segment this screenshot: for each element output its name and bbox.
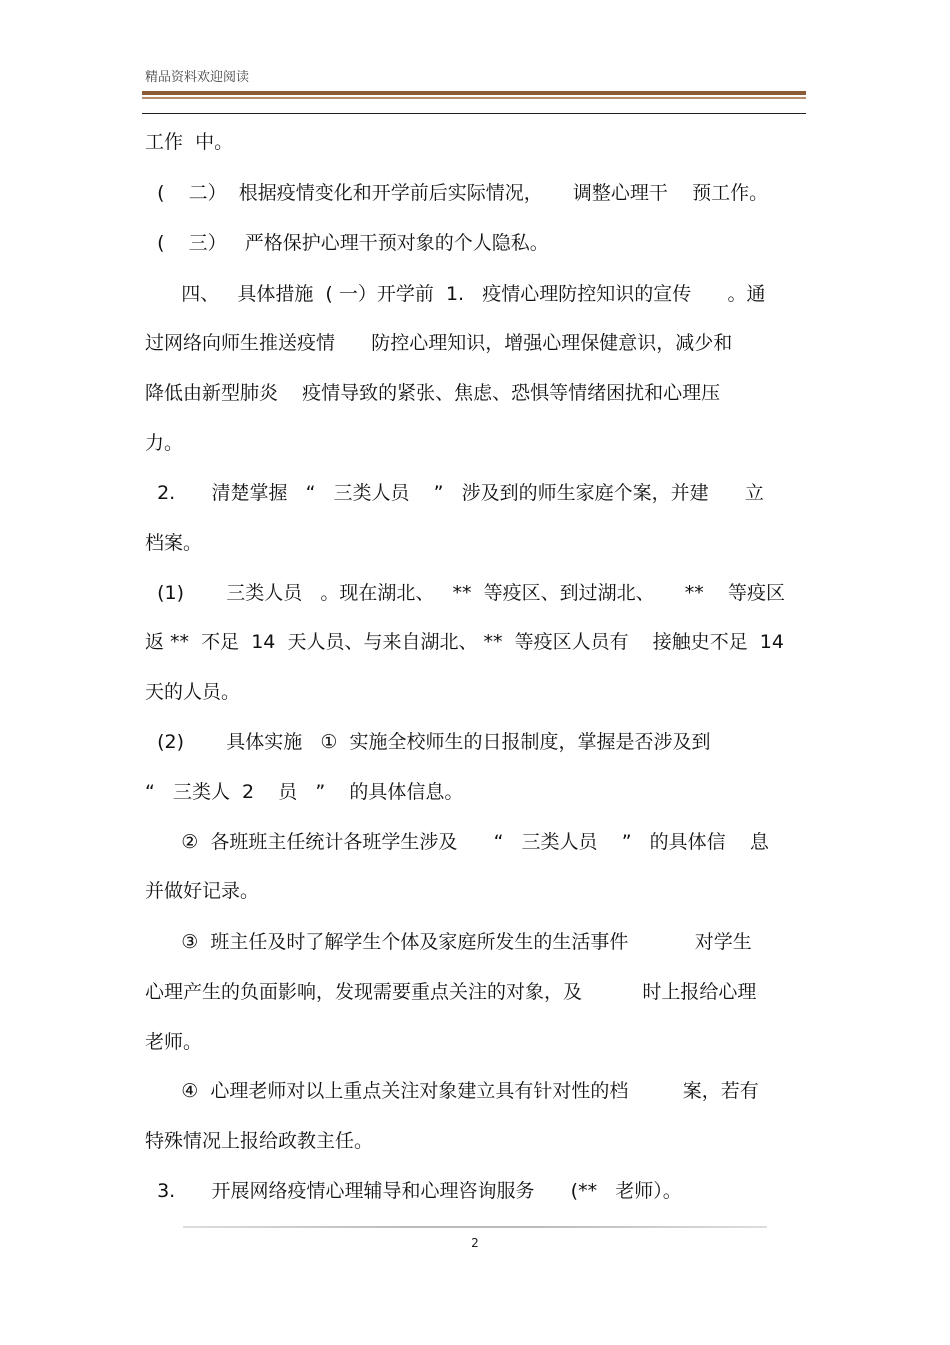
text-line: ② 各班班主任统计各班学生涉及 “ 三类人员 ” 的具体信 息 (145, 831, 769, 853)
footer-rule (183, 1226, 767, 1228)
text-line: “ 三类人 2 员 ” 的具体信息。 (145, 781, 464, 803)
text-line: 返 ** 不足 14 天人员、与来自湖北、 ** 等疫区人员有 接触史不足 14 (145, 631, 784, 653)
text-line: ( 三） 严格保护心理干预对象的个人隐私。 (145, 232, 549, 254)
text-line: (2) 具体实施 ① 实施全校师生的日报制度，掌握是否涉及到 (145, 731, 711, 753)
text-line: 2. 清楚掌握 “ 三类人员 ” 涉及到的师生家庭个案，并建 立 (145, 482, 764, 504)
header-rule-thin (142, 113, 806, 114)
text-line: 并做好记录。 (145, 880, 260, 902)
text-line: ④ 心理老师对以上重点关注对象建立具有针对性的档 案，若有 (145, 1080, 759, 1102)
text-line: 工作 中。 (145, 131, 234, 153)
text-line: 3. 开展网络疫情心理辅导和心理咨询服务 (** 老师）。 (145, 1180, 682, 1202)
text-line: 四、 具体措施 ( 一）开学前 1. 疫情心理防控知识的宣传 。通 (145, 283, 766, 305)
text-line: 老师。 (145, 1031, 203, 1053)
header-title: 精品资料欢迎阅读 (145, 70, 250, 85)
header-rule-thick (142, 91, 806, 95)
header-rule-accent (142, 97, 806, 99)
text-line: (1) 三类人员 。现在湖北、 ** 等疫区、到过湖北、 ** 等疫区 (145, 582, 785, 604)
text-line: 降低由新型肺炎 疫情导致的紧张、焦虑、恐惧等情绪困扰和心理压 (145, 382, 721, 404)
text-line: 天的人员。 (145, 681, 241, 703)
text-line: 力。 (145, 432, 184, 454)
text-line: 特殊情况上报给政教主任。 (145, 1130, 374, 1152)
text-line: 过网络向师生推送疫情 防控心理知识，增强心理保健意识，减少和 (145, 332, 733, 354)
text-line: ( 二） 根据疫情变化和开学前后实际情况， 调整心理干 预工作。 (145, 182, 769, 204)
text-line: ③ 班主任及时了解学生个体及家庭所发生的生活事件 对学生 (145, 931, 752, 953)
text-line: 档案。 (145, 532, 203, 554)
text-line: 心理产生的负面影响，发现需要重点关注的对象，及 时上报给心理 (145, 981, 757, 1003)
page-number: 2 (471, 1236, 479, 1250)
